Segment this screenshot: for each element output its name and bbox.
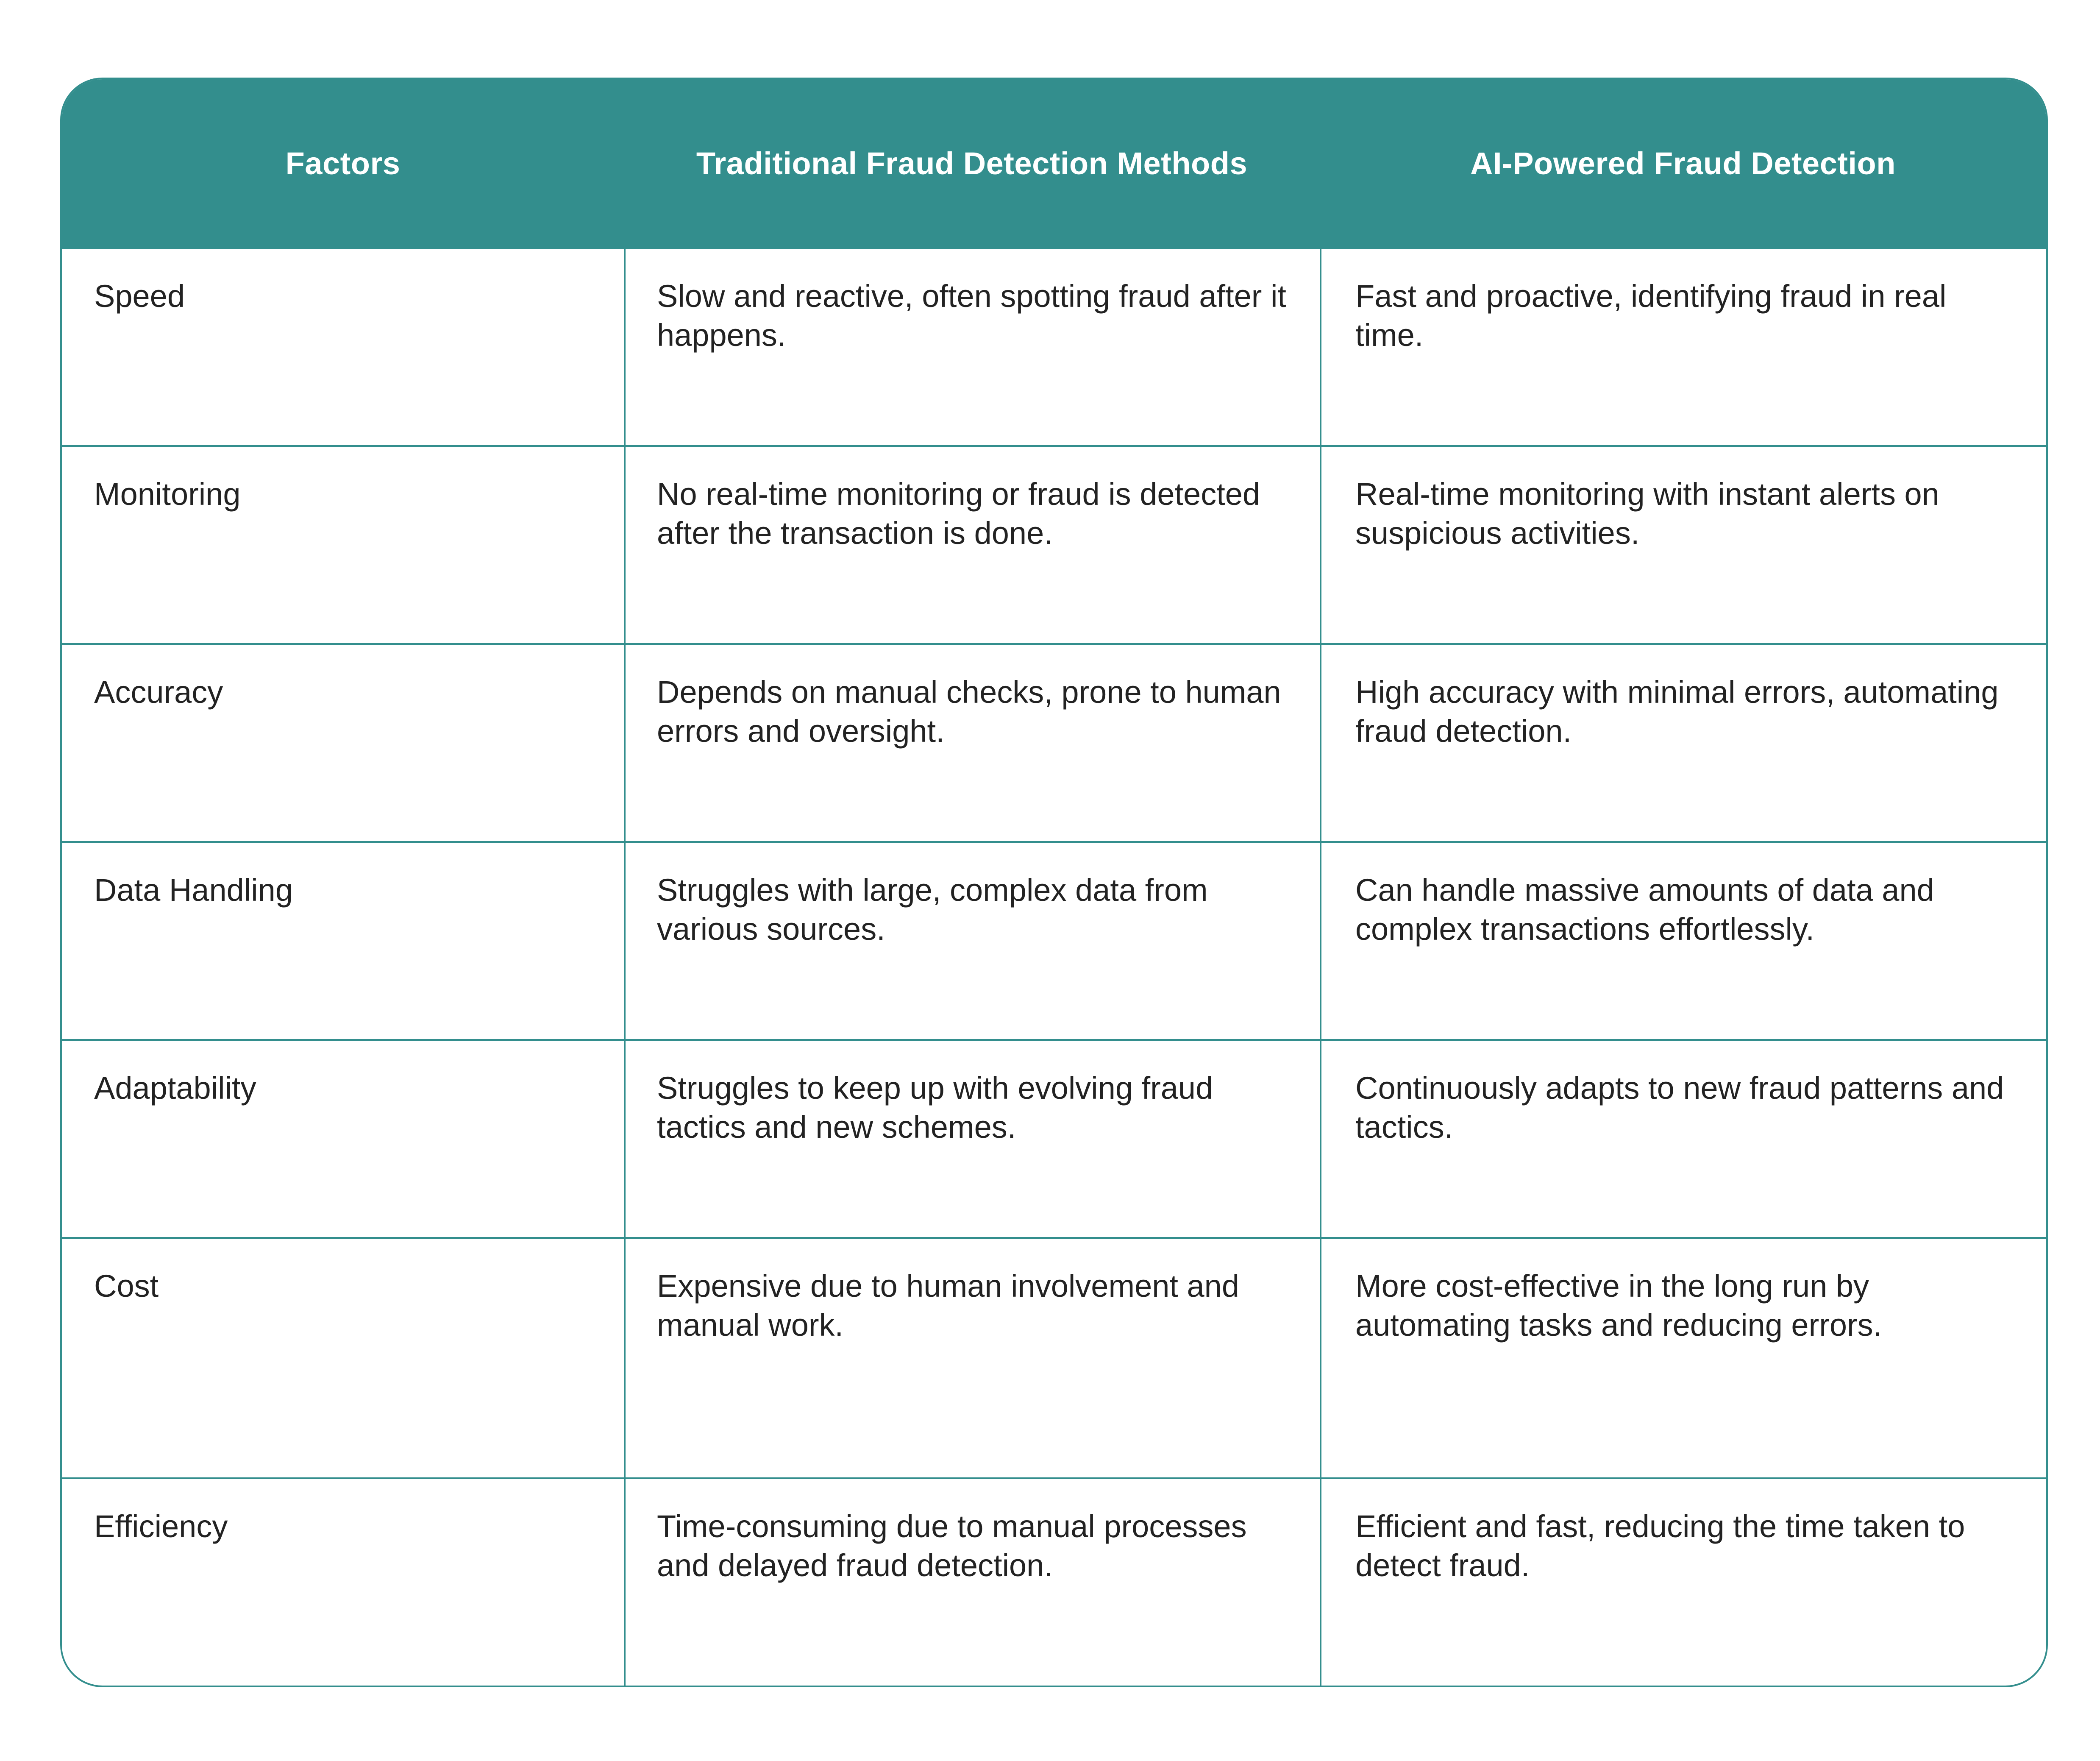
ai-cell: More cost-effective in the long run by automating tasks and reducing errors. — [1320, 1239, 2046, 1477]
factor-cell: Monitoring — [94, 476, 241, 512]
traditional-cell: Struggles to keep up with evolving fraud tactics and new schemes. — [624, 1041, 1320, 1237]
traditional-cell: Slow and reactive, often spotting fraud after it happens. — [624, 249, 1320, 445]
header-traditional-methods: Traditional Fraud Detection Methods — [696, 145, 1248, 181]
ai-cell: Efficient and fast, reducing the time taken to detect fraud. — [1320, 1479, 2046, 1687]
factor-cell: Adaptability — [94, 1070, 256, 1106]
traditional-cell: Struggles with large, complex data from various sources. — [624, 843, 1320, 1039]
table-row-data-handling — [62, 841, 2046, 1039]
table-header-row — [62, 79, 2046, 247]
factor-cell: Accuracy — [94, 674, 223, 710]
traditional-cell: No real-time monitoring or fraud is detected after the transaction is done. — [624, 447, 1320, 643]
table-row-efficiency — [62, 1477, 2046, 1687]
ai-cell: High accuracy with minimal errors, automating fraud detection. — [1320, 645, 2046, 841]
header-ai-powered-detection: AI-Powered Fraud Detection — [1470, 145, 1896, 181]
header-factors: Factors — [285, 145, 401, 181]
factor-cell: Speed — [94, 279, 185, 314]
factor-cell: Cost — [94, 1268, 159, 1304]
factor-cell: Efficiency — [94, 1509, 228, 1544]
traditional-cell: Expensive due to human involvement and manual work. — [624, 1239, 1320, 1477]
traditional-cell: Time-consuming due to manual processes and delayed fraud detection. — [624, 1479, 1320, 1687]
table-row-adaptability — [62, 1039, 2046, 1237]
table-row-cost — [62, 1237, 2046, 1477]
ai-cell: Fast and proactive, identifying fraud in real time. — [1320, 249, 2046, 445]
table-row-monitoring — [62, 445, 2046, 643]
ai-cell: Can handle massive amounts of data and complex transactions effortlessly. — [1320, 843, 2046, 1039]
table-row-accuracy — [62, 643, 2046, 841]
traditional-cell: Depends on manual checks, prone to human errors and oversight. — [624, 645, 1320, 841]
ai-cell: Continuously adapts to new fraud patterns and tactics. — [1320, 1041, 2046, 1237]
table-row-speed — [62, 247, 2046, 445]
ai-cell: Real-time monitoring with instant alerts on suspicious activities. — [1320, 447, 2046, 643]
comparison-table — [60, 78, 2048, 1687]
factor-cell: Data Handling — [94, 872, 293, 908]
